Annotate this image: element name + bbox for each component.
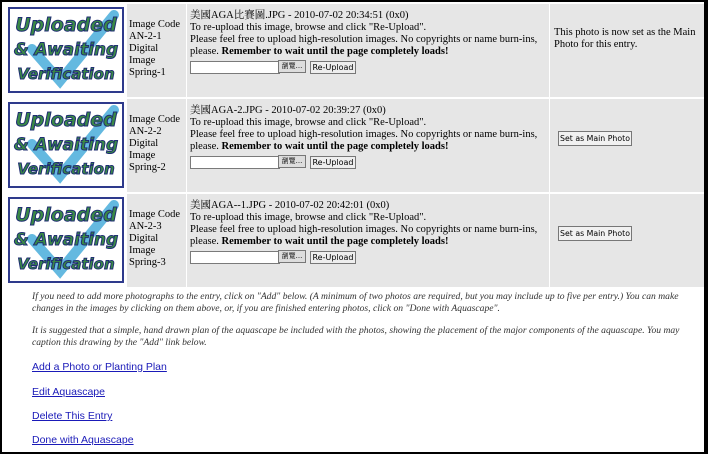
image-code: AN-2-3 [129, 221, 162, 232]
delete-entry-link[interactable]: Delete This Entry [32, 410, 113, 422]
browse-button[interactable]: 瀏覽... [278, 60, 306, 73]
image-code: AN-2-2 [129, 126, 162, 137]
badge-line-3: Verification [17, 65, 115, 83]
image-code-label: Image Code [129, 19, 181, 30]
badge-line-3: Verification [17, 255, 115, 273]
instructions-notes [32, 291, 682, 359]
badge-line-3: Verification [17, 160, 115, 178]
badge-line-2: & Awaiting [13, 40, 119, 60]
uploaded-awaiting-verification-image[interactable] [8, 197, 124, 283]
checkmark-icon [10, 199, 122, 281]
image-code: AN-2-1 [129, 31, 162, 42]
set-main-photo-button[interactable]: Set as Main Photo [558, 131, 632, 146]
uploaded-awaiting-verification-image[interactable] [8, 102, 124, 188]
code-cell [127, 4, 186, 97]
checkmark-icon [10, 9, 122, 91]
photo-cell [4, 99, 126, 192]
wait-note: please. Remember to wait until the page completely loads! [190, 46, 449, 57]
entry-row [4, 194, 704, 287]
wait-note: please. Remember to wait until the page completely loads! [190, 141, 449, 152]
browse-button[interactable]: 瀏覽... [278, 155, 306, 168]
image-type: Digital Image [129, 233, 159, 256]
status-cell [550, 4, 704, 97]
file-path-input[interactable] [190, 156, 280, 169]
image-type: Digital Image [129, 138, 159, 161]
photo-cell [4, 194, 126, 287]
entry-row [4, 4, 704, 97]
done-aquascape-link[interactable]: Done with Aquascape [32, 434, 134, 446]
badge-line-2: & Awaiting [13, 135, 119, 155]
wait-note: please. Remember to wait until the page completely loads! [190, 236, 449, 247]
add-photos-note: If you need to add more photographs to the entry, click on "Add" below. (A minimum of two photos are required, but you may include up to five per entry.) You can make changes in the images by clicking on them above, or, if you are finished entering photos, click on "Done with Aquascape". [32, 291, 679, 314]
status-cell [550, 194, 704, 287]
reupload-instruction: To re-upload this image, browse and click "Re-Upload". [190, 117, 427, 128]
badge-line-1: Uploaded [15, 109, 117, 131]
entry-row [4, 99, 704, 192]
file-info: 美國AGA--1.JPG - 2010-07-02 20:42:01 (0x0) [190, 200, 390, 211]
edit-aquascape-link[interactable]: Edit Aquascape [32, 386, 105, 398]
set-main-photo-button[interactable]: Set as Main Photo [558, 226, 632, 241]
reupload-button[interactable]: Re-Upload [310, 251, 356, 264]
spring-label: Spring-2 [129, 162, 166, 173]
image-code-label: Image Code [129, 114, 181, 125]
file-info: 美國AGA比賽圖.JPG - 2010-07-02 20:34:51 (0x0) [190, 10, 409, 21]
badge-line-1: Uploaded [15, 204, 117, 226]
badge-line-2: & Awaiting [13, 230, 119, 250]
planting-plan-note: It is suggested that a simple, hand drawn plan of the aquascape be included with the photos, showing the placement of the major components of the aquascape. You may caption this drawing by the "Add" link below. [32, 325, 680, 348]
spring-label: Spring-1 [129, 67, 166, 78]
photo-cell [4, 4, 126, 97]
file-path-input[interactable] [190, 251, 280, 264]
page-frame [2, 2, 704, 452]
reupload-instruction: To re-upload this image, browse and click "Re-Upload". [190, 22, 427, 33]
info-cell [187, 99, 549, 192]
code-cell [127, 99, 186, 192]
add-photo-link[interactable]: Add a Photo or Planting Plan [32, 361, 167, 373]
main-photo-status: This photo is now set as the Main Photo for this entry. [554, 27, 696, 50]
badge-line-1: Uploaded [15, 14, 117, 36]
reupload-button[interactable]: Re-Upload [310, 156, 356, 169]
reupload-instruction: To re-upload this image, browse and click "Re-Upload". [190, 212, 427, 223]
resolution-note: Please feel free to upload high-resolution images. No copyrights or name burn-ins, [190, 129, 538, 140]
image-code-label: Image Code [129, 209, 181, 220]
file-path-input[interactable] [190, 61, 280, 74]
image-type: Digital Image [129, 43, 159, 66]
file-info: 美國AGA-2.JPG - 2010-07-02 20:39:27 (0x0) [190, 105, 386, 116]
reupload-button[interactable]: Re-Upload [310, 61, 356, 74]
spring-label: Spring-3 [129, 257, 166, 268]
info-cell [187, 4, 549, 97]
resolution-note: Please feel free to upload high-resolution images. No copyrights or name burn-ins, [190, 34, 538, 45]
browse-button[interactable]: 瀏覽... [278, 250, 306, 263]
info-cell [187, 194, 549, 287]
uploaded-awaiting-verification-image[interactable] [8, 7, 124, 93]
checkmark-icon [10, 104, 122, 186]
code-cell [127, 194, 186, 287]
status-cell [550, 99, 704, 192]
resolution-note: Please feel free to upload high-resolution images. No copyrights or name burn-ins, [190, 224, 538, 235]
